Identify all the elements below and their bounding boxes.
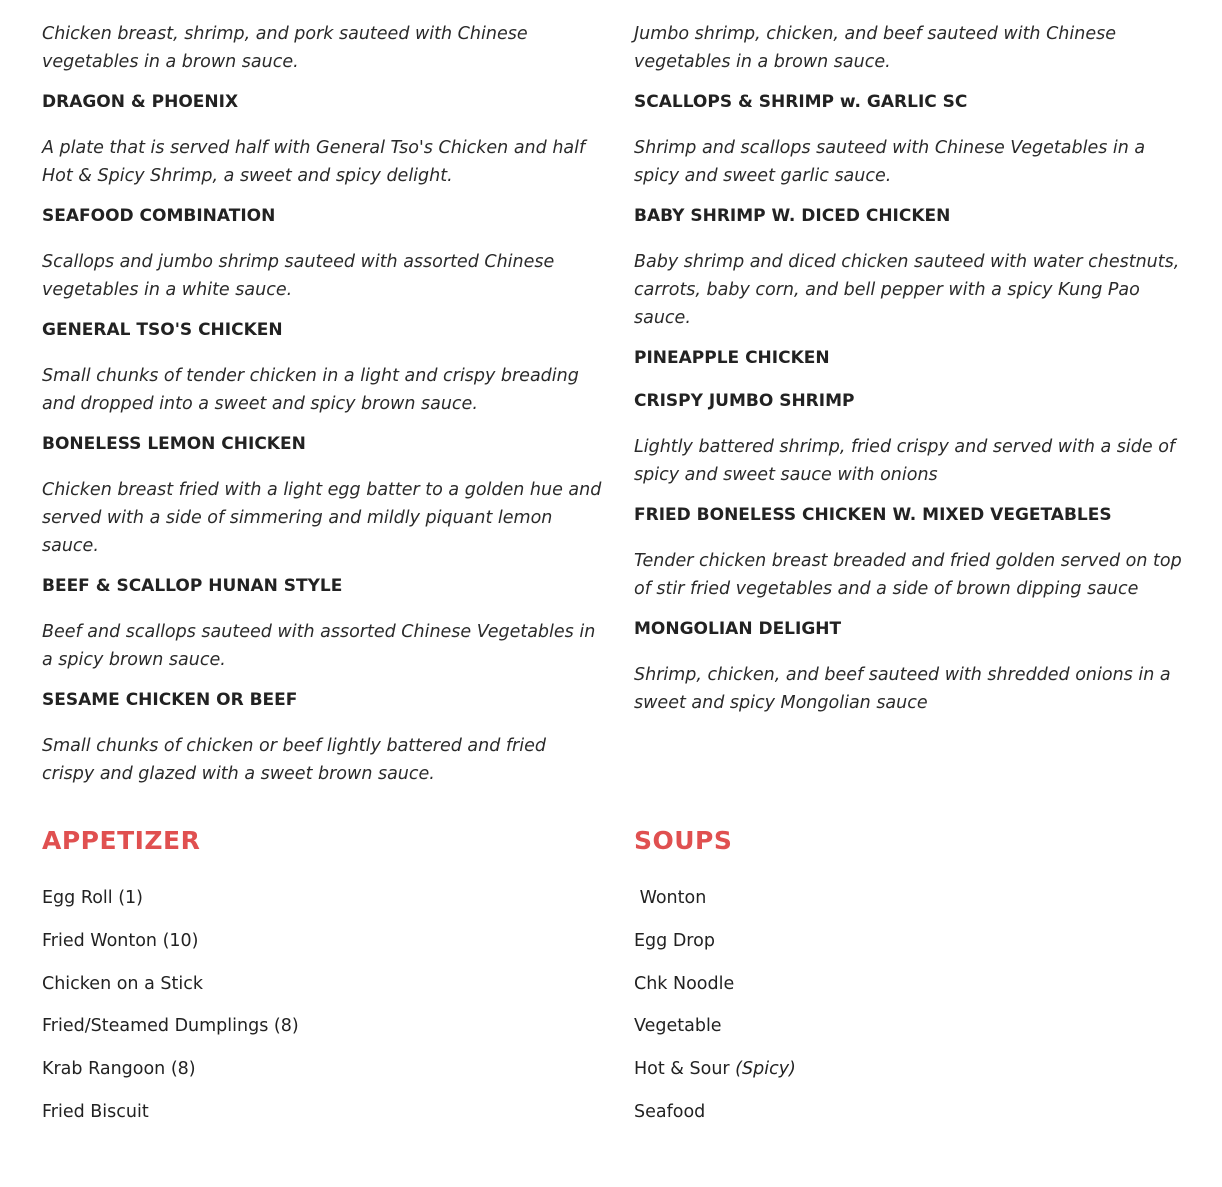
menu-item xyxy=(634,347,1194,369)
menu-item-description: Chicken breast, shrimp, and pork sauteed with Chinese vegetables in a brown sauce. xyxy=(42,24,528,72)
soup-item xyxy=(634,1098,1194,1126)
menu-item-description: Lightly battered shrimp, fried crispy and served with a side of spicy and sweet sauce with onions xyxy=(634,437,1176,485)
menu-item xyxy=(42,575,602,674)
menu-item xyxy=(634,91,1194,190)
soup-item-name: Hot & Sour xyxy=(634,1059,736,1080)
soups-heading: SOUPS xyxy=(634,826,733,855)
menu-item-description: Small chunks of tender chicken in a light and crispy breading and dropped into a sweet and spicy brown sauce. xyxy=(42,366,579,414)
soup-item-name: Chk Noodle xyxy=(634,973,735,994)
soup-item-name: Wonton xyxy=(634,888,707,908)
menu-item-description: Jumbo shrimp, chicken, and beef sauteed with Chinese vegetables in a brown sauce. xyxy=(634,24,1116,72)
menu-item-description: Small chunks of chicken or beef lightly battered and fried crispy and glazed with a sweet brown sauce. xyxy=(42,736,546,784)
menu-item-description: Beef and scallops sauteed with assorted Chinese Vegetables in a spicy brown sauce. xyxy=(42,622,596,670)
menu-item xyxy=(42,433,602,560)
appetizer-item: Egg Roll (1) xyxy=(42,888,143,908)
menu-item-name: SEAFOOD COMBINATION xyxy=(42,206,276,226)
menu-item-name: SESAME CHICKEN OR BEEF xyxy=(42,690,298,710)
menu-item-name: MONGOLIAN DELIGHT xyxy=(634,619,842,639)
soup-item-name: Vegetable xyxy=(634,1016,722,1037)
soup-item xyxy=(634,1012,1194,1040)
soup-item-name: Egg Drop xyxy=(634,930,715,951)
menu-item-description: Shrimp, chicken, and beef sauteed with shredded onions in a sweet and spicy Mongolian sauce xyxy=(634,665,1171,713)
soups-list xyxy=(634,884,1194,1141)
menu-item xyxy=(42,689,602,788)
menu-item-name: BONELESS LEMON CHICKEN xyxy=(42,434,306,454)
menu-item-description: Scallops and jumbo shrimp sauteed with assorted Chinese vegetables in a white sauce. xyxy=(42,252,555,300)
right-menu-column xyxy=(634,0,1194,732)
appetizer-item: Fried Biscuit xyxy=(42,1101,149,1122)
soup-item xyxy=(634,1055,1194,1083)
soup-item-note: (Spicy) xyxy=(735,1059,796,1080)
menu-item xyxy=(634,390,1194,489)
menu-item-description: Shrimp and scallops sauteed with Chinese Vegetables in a spicy and sweet garlic sauce. xyxy=(634,138,1146,186)
menu-item-description: Chicken breast fried with a light egg batter to a golden hue and served with a side of simmering and mildly piquant lemon sauce. xyxy=(42,480,602,556)
soup-item xyxy=(634,927,1194,955)
soup-item xyxy=(634,970,1194,998)
menu-item-name: CRISPY JUMBO SHRIMP xyxy=(634,391,855,411)
menu-item-name: BABY SHRIMP W. DICED CHICKEN xyxy=(634,206,951,226)
menu-item xyxy=(634,504,1194,603)
menu-item xyxy=(634,618,1194,717)
left-menu-column xyxy=(42,0,602,803)
menu-item xyxy=(42,205,602,304)
menu-item-description: Tender chicken breast breaded and fried golden served on top of stir fried vegetables and a side of brown dipping sauce xyxy=(634,551,1182,599)
menu-item-name: GENERAL TSO'S CHICKEN xyxy=(42,320,283,340)
soup-item-name: Seafood xyxy=(634,1101,706,1122)
menu-item-name: BEEF & SCALLOP HUNAN STYLE xyxy=(42,576,343,596)
appetizer-item: Chicken on a Stick xyxy=(42,973,203,994)
soup-item xyxy=(634,884,1194,912)
appetizer-item: Fried/Steamed Dumplings (8) xyxy=(42,1016,299,1037)
menu-item xyxy=(42,319,602,418)
menu-item-description: A plate that is served half with General Tso's Chicken and half Hot & Spicy Shrimp, a sweet and spicy delight. xyxy=(42,138,586,186)
menu-item-name: SCALLOPS & SHRIMP w. GARLIC SC xyxy=(634,92,968,112)
appetizer-item: Fried Wonton (10) xyxy=(42,930,199,951)
menu-item-name: FRIED BONELESS CHICKEN W. MIXED VEGETABLES xyxy=(634,505,1112,525)
appetizer-heading: APPETIZER xyxy=(42,826,201,855)
menu-item xyxy=(42,91,602,190)
menu-item-name: DRAGON & PHOENIX xyxy=(42,92,239,112)
menu-item-description: Baby shrimp and diced chicken sauteed with water chestnuts, carrots, baby corn, and bell pepper with a spicy Kung Pao sauce. xyxy=(634,252,1180,328)
menu-item-name: PINEAPPLE CHICKEN xyxy=(634,348,830,368)
appetizer-list xyxy=(42,884,602,1141)
menu-item xyxy=(634,205,1194,332)
appetizer-item: Krab Rangoon (8) xyxy=(42,1059,196,1080)
